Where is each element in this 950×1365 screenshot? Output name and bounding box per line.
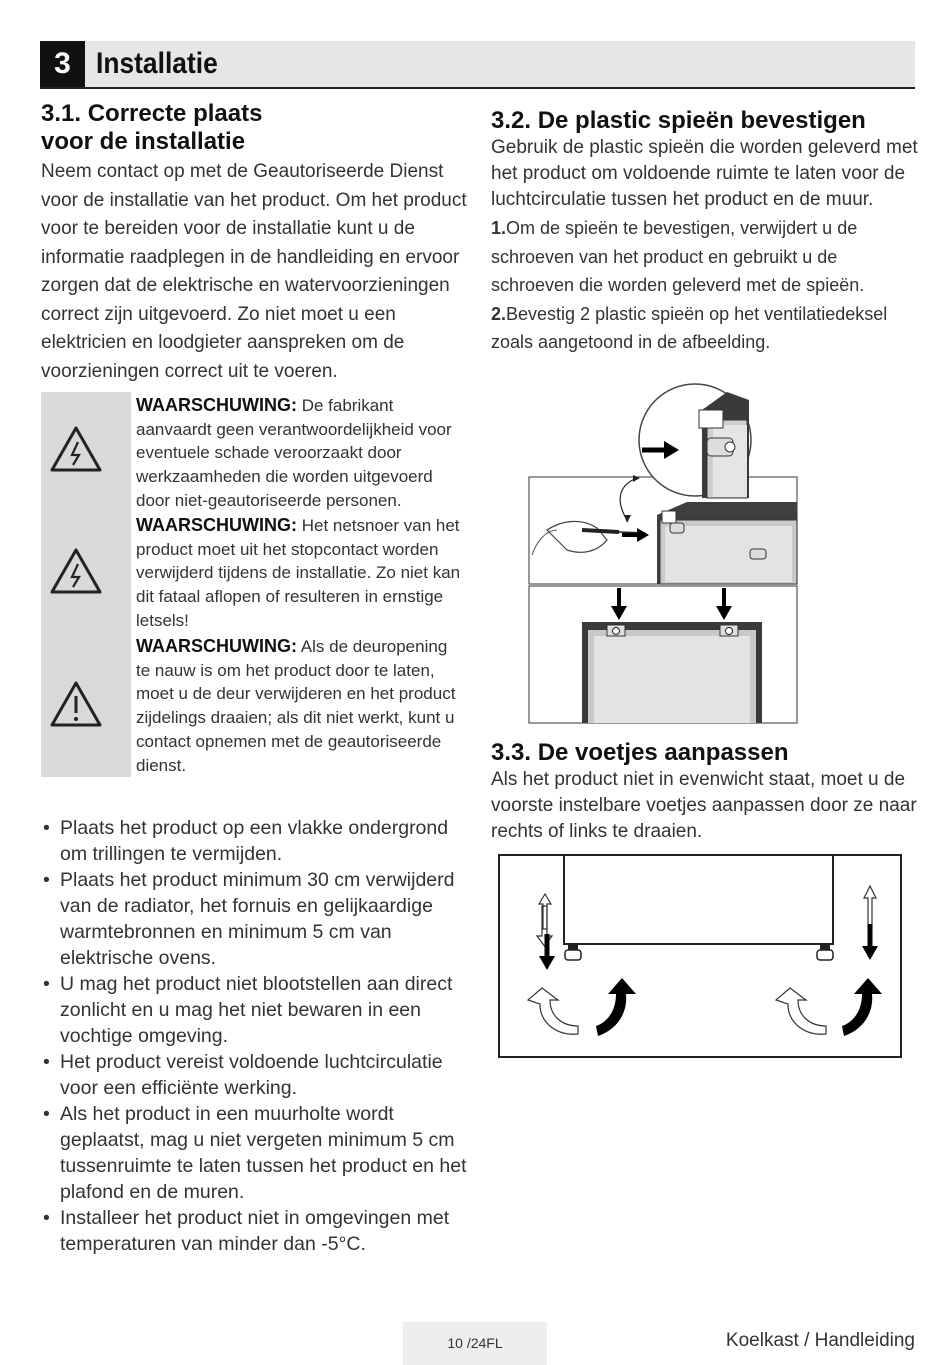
warning-2-text: Het netsnoer van het product moet uit het stopcontact worden verwijderd tijdens de installatie. Zo niet kan dit fataal aflopen of resulteren in ernstige letsels! bbox=[136, 516, 461, 630]
step-1-text: Om de spieën te bevestigen, verwijdert u de schroeven van het product en gebruikt u de schroeven die worden geleverd met de spieën. bbox=[491, 218, 865, 295]
page-number: 10 /24FL bbox=[447, 1335, 503, 1351]
plastic-wedges-illustration bbox=[527, 380, 802, 725]
step-1-number: 1. bbox=[491, 218, 507, 238]
section-3-1-title-line2: voor de installatie bbox=[41, 128, 246, 155]
list-item: • Als het product in een muurholte wordt geplaatst, mag u niet vergeten minimum 5 cm tussenruimte te laten tussen het product en het plafond en de muren. bbox=[41, 1101, 471, 1205]
section-3-3-body: Als het product niet in evenwicht staat, moet u de voorste instelbare voetjes aanpassen door ze naar rechts of links te draaien. bbox=[491, 769, 917, 842]
warning-2 bbox=[136, 514, 466, 633]
electric-hazard-icon bbox=[49, 425, 103, 473]
list-item: • U mag het product niet blootstellen aan direct zonlicht en u mag het niet bewaren in een vochtige omgeving. bbox=[41, 971, 471, 1049]
installation-bullet-list bbox=[41, 815, 471, 1257]
warning-1 bbox=[136, 394, 466, 513]
section-3-2-body: Gebruik de plastic spieën die worden geleverd met het product om voldoende ruimte te laten voor de luchtcirculatie tussen het product en de muur. bbox=[491, 137, 918, 210]
warning-sidebar bbox=[41, 392, 131, 777]
warning-3-label: WAARSCHUWING: bbox=[136, 636, 297, 656]
warning-2-label: WAARSCHUWING: bbox=[136, 515, 297, 535]
section-3-1-title-line1: 3.1. Correcte plaats bbox=[41, 100, 263, 127]
step-2-number: 2. bbox=[491, 303, 507, 324]
chapter-title: Installatie bbox=[96, 47, 218, 80]
warning-3 bbox=[136, 635, 466, 777]
list-item: • Plaats het product minimum 30 cm verwijderd van de radiator, het fornuis en gelijkaardige warmtebronnen en minimum 5 cm van elektrische ovens. bbox=[41, 867, 471, 971]
document-title: Koelkast / Handleiding bbox=[725, 1330, 915, 1351]
adjustable-feet-illustration bbox=[498, 854, 902, 1058]
section-3-2-steps bbox=[491, 214, 921, 357]
list-item: • Plaats het product op een vlakke ondergrond om trillingen te vermijden. bbox=[41, 815, 471, 867]
section-3-1-body: Neem contact op met de Geautoriseerde Dienst voor de installatie van het product. Om het product voor te bereiden voor de installatie kunt u de informatie raadplegen in de handleiding en ervoor zorgen dat de elektrische en watervoorzieningen correct zijn uitgevoerd. Zo niet moet u een elektricien en loodgieter aanspreken om de voorzieningen correct uit te voeren. bbox=[41, 161, 467, 382]
section-3-2-title: 3.2. De plastic spieën bevestigen bbox=[491, 107, 866, 134]
step-2 bbox=[491, 300, 921, 357]
warning-1-label: WAARSCHUWING: bbox=[136, 395, 297, 415]
list-item: • Het product vereist voldoende luchtcirculatie voor een efficiënte werking. bbox=[41, 1049, 471, 1101]
step-1 bbox=[491, 214, 921, 300]
step-2-text: Bevestig 2 plastic spieën op het ventilatiedeksel zoals aangetoond in de afbeelding. bbox=[491, 303, 888, 352]
warning-3-text: Als de deuropening te nauw is om het product door te laten, moet u de deur verwijderen en het product zijdelings draaien; als dit niet werkt, kunt u contact opnemen met de geautoriseerde dienst. bbox=[136, 637, 456, 775]
chapter-number: 3 bbox=[40, 41, 85, 87]
general-warning-icon bbox=[49, 680, 103, 728]
list-item: • Installeer het product niet in omgevingen met temperaturen van minder dan -5°C. bbox=[41, 1205, 471, 1257]
chapter-header bbox=[40, 41, 915, 89]
warning-1-text: De fabrikant aanvaardt geen verantwoordelijkheid voor eventuele schade veroorzaakt door werkzaamheden die worden uitgevoerd door niet-geautoriseerde personen. bbox=[136, 396, 452, 510]
section-3-3-title: 3.3. De voetjes aanpassen bbox=[491, 739, 789, 766]
electric-hazard-icon bbox=[49, 547, 103, 595]
